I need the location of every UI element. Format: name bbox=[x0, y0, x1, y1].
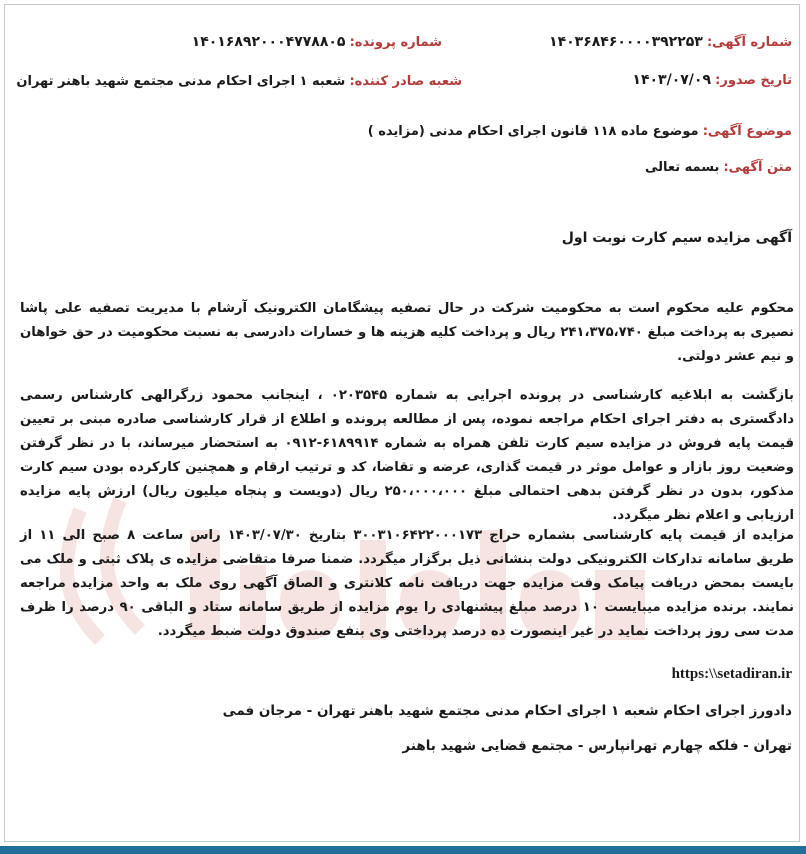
issuer-value: شعبه ۱ اجرای احکام مدنی مجتمع شهید باهنر تهران bbox=[16, 74, 346, 89]
address-line: تهران - فلکه چهارم تهرانپارس - مجتمع قضایی شهید باهنر bbox=[402, 738, 792, 754]
ad-number-field bbox=[549, 34, 792, 50]
paragraph-verdict: محکوم علیه محکوم است به محکومیت شرکت در حال تصفیه پیشگامان الکترونیک آرشام با مدیریت تصفیه علی پاشا نصیری به پرداخت مبلغ ۲۴۱،۳۷۵،۷۴۰ ریال و پرداخت کلیه هزینه ها و خسارات دادرسی به نسبت محکومیت در حق خواهان و نیم عشر دولتی. bbox=[20, 301, 795, 364]
subject-field bbox=[368, 124, 792, 139]
issuer-field bbox=[16, 74, 462, 89]
ad-number-label: شماره آگهی: bbox=[706, 35, 792, 50]
text-field bbox=[645, 160, 792, 175]
notice-heading: آگهی مزایده سیم کارت نوبت اول bbox=[561, 230, 792, 246]
text-label: متن آگهی: bbox=[723, 160, 792, 175]
paragraph-appraisal: بازگشت به ابلاغیه کارشناسی در پرونده اجرایی به شماره ۰۲۰۳۵۴۵ ، اینجانب محمود زرگرالهی کارشناس رسمی دادگستری به دفتر اجرای احکام مراجعه نموده، پس از مطالعه پرونده و اطلاع از قرار کارشناسی صادره مبنی بر تعیین قیمت پایه فروش در مزایده سیم کارت تلفن همراه به شماره ۶۱۸۹۹۱۴-۰۹۱۲ به استحضار میرساند، با در نظر گرفتن وضعیت روز بازار و عوامل موثر در قیمت گذاری، عرضه و تقاضا، کد و ترتیب ارقام و همچنین کارکرده بودن سیم کارت مذکور، بدون در نظر گرفتن بدهی احتمالی مبلغ ۲۵۰،۰۰۰،۰۰۰ ریال (دویست و پنجاه میلیون ریال) ارزش پایه مزایده ارزیابی و اعلام نظر میگردد. bbox=[20, 388, 794, 523]
setad-link[interactable]: https:\\setadiran.ir bbox=[671, 666, 792, 682]
subject-value: موضوع ماده ۱۱۸ قانون اجرای احکام مدنی (مزایده ) bbox=[367, 124, 699, 139]
case-number-value: ۱۴۰۱۶۸۹۲۰۰۰۴۷۷۸۸۰۵ bbox=[191, 34, 346, 50]
ad-number-value: ۱۴۰۳۶۸۴۶۰۰۰۰۳۹۲۲۵۳ bbox=[549, 34, 703, 50]
signature-line: دادورز اجرای احکام شعبه ۱ اجرای احکام مدنی مجتمع شهید باهنر تهران - مرجان فمی bbox=[222, 703, 792, 719]
subject-label: موضوع آگهی: bbox=[702, 124, 792, 139]
case-number-label: شماره پرونده: bbox=[349, 35, 442, 50]
case-number-field bbox=[192, 34, 442, 50]
bottom-bar bbox=[0, 846, 806, 854]
paragraph-auction: مزایده از قیمت پایه کارشناسی بشماره حراج ۳۰۰۳۱۰۶۴۲۲۰۰۰۱۷۳ بتاریخ ۱۴۰۳/۰۷/۳۰ راس ساعت ۸ صبح الی ۱۱ از طریق سامانه تدارکات الکترونیکی دولت بنشانی ذیل برگزار میگردد. ضمنا صرفا متقاضی مزایده ی پلاک ثبتی و ملک می بایست بمحض دریافت پیامک وقت مزایده جهت دریافت نامه کلانتری و الصاق آگهی روی ملک به واحد مزایده مراجعه نمایند. برنده مزایده میبایست ۱۰ درصد مبلغ پیشنهادی را یوم مزایده از طریق سامانه ستاد و الباقی ۹۰ درصد را ظرف مدت سی روز پرداخت نماید در غیر اینصورت ده درصد پرداختی وی بنفع صندوق دولت ضبط میگردد. bbox=[20, 528, 794, 639]
issuer-label: شعبه صادر کننده: bbox=[349, 74, 462, 89]
text-value: بسمه تعالی bbox=[644, 160, 720, 175]
issue-date-field bbox=[632, 72, 792, 88]
issue-date-value: ۱۴۰۳/۰۷/۰۹ bbox=[632, 72, 711, 88]
issue-date-label: تاریخ صدور: bbox=[715, 73, 792, 88]
